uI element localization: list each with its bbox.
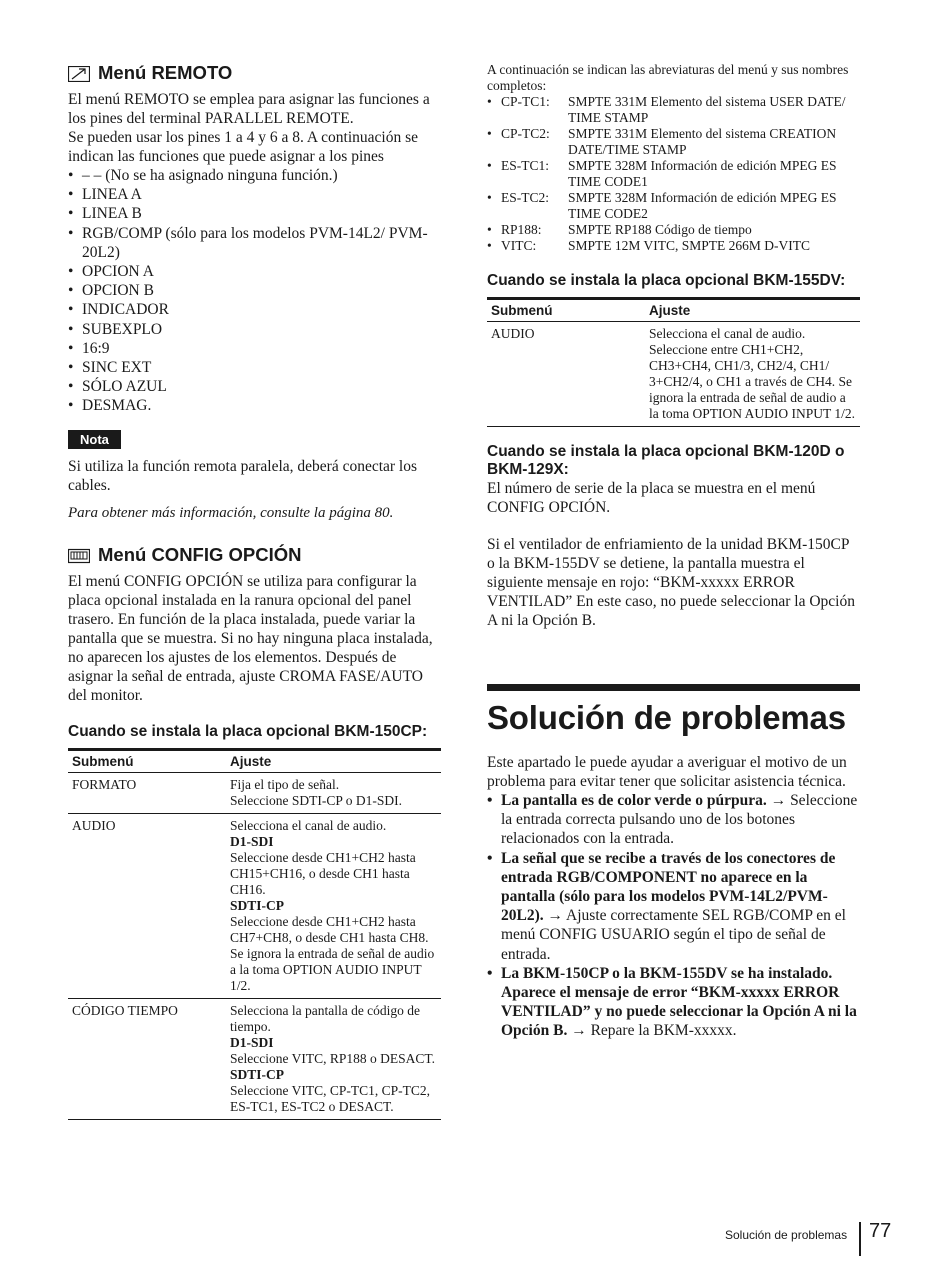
note-text: Si utiliza la función remota paralela, deberá conectar los cables. xyxy=(68,457,418,494)
abbr-key: CP-TC2: xyxy=(501,126,550,141)
list-item: • RGB/COMP (sólo para los modelos PVM-14L2/ PVM-20L2) xyxy=(68,224,441,262)
left-column xyxy=(68,62,441,1120)
list-item: • OPCION B xyxy=(68,281,441,300)
list-item: • – – (No se ha asignado ninguna función.) xyxy=(68,166,441,185)
row-codigo-name: CÓDIGO TIEMPO xyxy=(68,998,226,1119)
table-header-ajuste: Ajuste xyxy=(645,299,860,322)
list-item xyxy=(487,964,860,1041)
row-audio-name: AUDIO xyxy=(487,322,645,427)
remote-arrow-icon xyxy=(68,65,90,81)
row-audio-value xyxy=(226,813,441,998)
bkm120-fan-text: Si el ventilador de enfriamiento de la unidad BKM-150CP o la BKM-155DV se detiene, la pantalla muestra el siguiente mensaje en rojo: “BKM-xxxxx ERROR VENTILAD” En este caso, no puede seleccionar la Opción A ni la Opción B. xyxy=(487,536,855,629)
arrow-icon: → xyxy=(770,792,787,809)
abbr-value: SMPTE 331M Elemento del sistema CREATION DATE/TIME STAMP xyxy=(568,126,837,157)
list-item: • SINC EXT xyxy=(68,358,441,377)
abbr-key: ES-TC2: xyxy=(501,190,550,205)
remoto-function-list xyxy=(68,166,441,416)
cell-line: Fija el tipo de señal. xyxy=(230,776,340,792)
abbr-value: SMPTE 328M Información de edición MPEG ES TIME CODE1 xyxy=(568,158,837,189)
option-board-icon xyxy=(68,547,90,563)
abbr-value: SMPTE 328M Información de edición MPEG ES TIME CODE2 xyxy=(568,190,837,221)
page-reference: Para obtener más información, consulte la página 80. xyxy=(68,504,394,521)
config-intro: El menú CONFIG OPCIÓN se utiliza para configurar la placa opcional instalada en la ranura opcional del panel trasero. En función de la placa instalada, puede variar la pantalla que se muestra. Si no hay ninguna placa instalada, no aparecen los ajustes de los elementos. Después de asignar la señal de entrada, ajuste CROMA FASE/AUTO del monitor. xyxy=(68,572,433,704)
list-item: • LINEA A xyxy=(68,185,441,204)
list-item: • CP-TC1: SMPTE 331M Elemento del sistema USER DATE/ TIME STAMP xyxy=(487,94,860,126)
list-item xyxy=(487,791,860,849)
arrow-icon: → xyxy=(547,907,563,925)
solution-text: Ajuste correctamente SEL RGB/COMP en el menú CONFIG USUARIO según el tipo de señal de entrada. xyxy=(501,907,846,963)
row-audio-name: AUDIO xyxy=(68,813,226,998)
abbr-key: ES-TC1: xyxy=(501,158,550,173)
table-row xyxy=(68,813,441,998)
cell-line: Seleccione desde CH1+CH2 hasta CH15+CH16, o desde CH1 hasta CH16. xyxy=(230,849,416,897)
solution-text: Repare la BKM-xxxxx. xyxy=(590,1022,737,1040)
cell-line: Seleccione SDTI-CP o D1-SDI. xyxy=(230,792,402,808)
list-item: • INDICADOR xyxy=(68,300,441,319)
list-item: • SUBEXPLO xyxy=(68,320,441,339)
abbr-key: VITC: xyxy=(501,238,537,253)
cell-line: Selecciona el canal de audio. xyxy=(230,817,387,833)
cell-subheading: SDTI-CP xyxy=(230,897,285,913)
cell-line: Selecciona la pantalla de código de tiempo. xyxy=(230,1002,421,1034)
list-item: • CP-TC2: SMPTE 331M Elemento del sistema CREATION DATE/TIME STAMP xyxy=(487,126,860,158)
row-codigo-value xyxy=(226,998,441,1119)
arrow-icon: → xyxy=(571,1022,587,1040)
menu-config-heading xyxy=(68,544,441,566)
bkm120-heading: Cuando se instala la placa opcional BKM-120D o BKM-129X: xyxy=(487,443,845,478)
section-rule xyxy=(487,684,860,691)
right-column xyxy=(487,62,860,1041)
row-formato-name: FORMATO xyxy=(68,772,226,813)
list-item: • DESMAG. xyxy=(68,396,441,415)
list-item: • 16:9 xyxy=(68,339,441,358)
footer-divider xyxy=(859,1222,861,1256)
bkm120-serial-text: El número de serie de la placa se muestra en el menú CONFIG OPCIÓN. xyxy=(487,480,816,516)
cell-subheading: SDTI-CP xyxy=(230,1066,285,1082)
problem-text: La BKM-150CP o la BKM-155DV se ha instalado. Aparece el mensaje de error “BKM-xxxxx ERROR VENTILAD” y no puede seleccionar la Opción A ni la Opción B. xyxy=(501,964,857,1040)
menu-remoto-title: Menú REMOTO xyxy=(98,62,233,83)
table-row xyxy=(68,772,441,813)
cell-subheading: D1-SDI xyxy=(230,1034,274,1050)
abbr-key: RP188: xyxy=(501,222,542,237)
solution-text: Seleccione la entrada correcta pulsando uno de los botones relacionados con la entrada. xyxy=(501,792,858,848)
list-item: • ES-TC2: SMPTE 328M Información de edición MPEG ES TIME CODE2 xyxy=(487,190,860,222)
cell-line: Seleccione VITC, CP-TC1, CP-TC2, ES-TC1, ES-TC2 o DESACT. xyxy=(230,1082,430,1114)
table-header-submenu: Submenú xyxy=(68,749,226,772)
table-row xyxy=(487,322,860,427)
remoto-pins: Se pueden usar los pines 1 a 4 y 6 a 8. A continuación se indican las funciones que puede asignar a los pines xyxy=(68,129,418,165)
bkm150-table xyxy=(68,748,441,1120)
abbreviation-intro: A continuación se indican las abreviaturas del menú y sus nombres completos: xyxy=(487,62,849,93)
cell-subheading: D1-SDI xyxy=(230,833,274,849)
footer-section-label: Solución de problemas xyxy=(725,1228,848,1242)
remoto-intro: El menú REMOTO se emplea para asignar las funciones a los pines del terminal PARALLEL REMOTE. xyxy=(68,91,430,127)
row-audio-value: Selecciona el canal de audio. Seleccione entre CH1+CH2, CH3+CH4, CH1/3, CH2/4, CH1/ 3+CH2/4, o CH1 a través de CH4. Se ignora la entrada de señal de audio a la toma OPTION AUDIO INPUT 1/2. xyxy=(645,322,860,427)
cell-line: Se ignora la entrada de señal de audio a la toma OPTION AUDIO INPUT 1/2. xyxy=(230,945,435,993)
abbr-value: SMPTE 331M Elemento del sistema USER DATE/ TIME STAMP xyxy=(568,94,846,125)
list-item: • VITC: SMPTE 12M VITC, SMPTE 266M D-VITC xyxy=(487,238,860,254)
table-row xyxy=(68,998,441,1119)
list-item: • SÓLO AZUL xyxy=(68,377,441,396)
menu-config-title: Menú CONFIG OPCIÓN xyxy=(98,543,302,565)
abbr-key: CP-TC1: xyxy=(501,94,550,109)
list-item: • LINEA B xyxy=(68,204,441,223)
abbreviation-list xyxy=(487,62,860,254)
abbr-value: SMPTE RP188 Código de tiempo xyxy=(568,222,752,237)
list-item: • RP188: SMPTE RP188 Código de tiempo xyxy=(487,222,860,238)
section-title: Solución de problemas xyxy=(487,699,846,736)
problem-text: La señal que se recibe a través de los conectores de entrada RGB/COMPONENT no aparece en la pantalla (sólo para los modelos PVM-14L2/PVM-20L2). xyxy=(501,849,836,925)
table-header-submenu: Submenú xyxy=(487,299,645,322)
troubleshoot-list xyxy=(487,791,860,1041)
table-header-ajuste: Ajuste xyxy=(226,749,441,772)
row-formato-value xyxy=(226,772,441,813)
cell-line: Seleccione desde CH1+CH2 hasta CH7+CH8, o desde CH1 hasta CH8. xyxy=(230,913,429,945)
bkm150-heading: Cuando se instala la placa opcional BKM-150CP: xyxy=(68,722,428,740)
list-item xyxy=(487,849,860,964)
bkm155-table xyxy=(487,297,860,427)
list-item: • ES-TC1: SMPTE 328M Información de edición MPEG ES TIME CODE1 xyxy=(487,158,860,190)
note-badge: Nota xyxy=(68,430,121,449)
abbr-value: SMPTE 12M VITC, SMPTE 266M D-VITC xyxy=(568,238,811,253)
page-number: 77 xyxy=(869,1220,892,1242)
troubleshoot-intro: Este apartado le puede ayudar a averiguar el motivo de un problema para evitar tener que solicitar asistencia técnica. xyxy=(487,754,847,790)
cell-line: Seleccione VITC, RP188 o DESACT. xyxy=(230,1050,435,1066)
problem-text: La pantalla es de color verde o púrpura. xyxy=(501,792,767,809)
bkm155-heading: Cuando se instala la placa opcional BKM-155DV: xyxy=(487,272,846,289)
menu-remoto-heading xyxy=(68,62,441,84)
list-item: • OPCION A xyxy=(68,262,441,281)
